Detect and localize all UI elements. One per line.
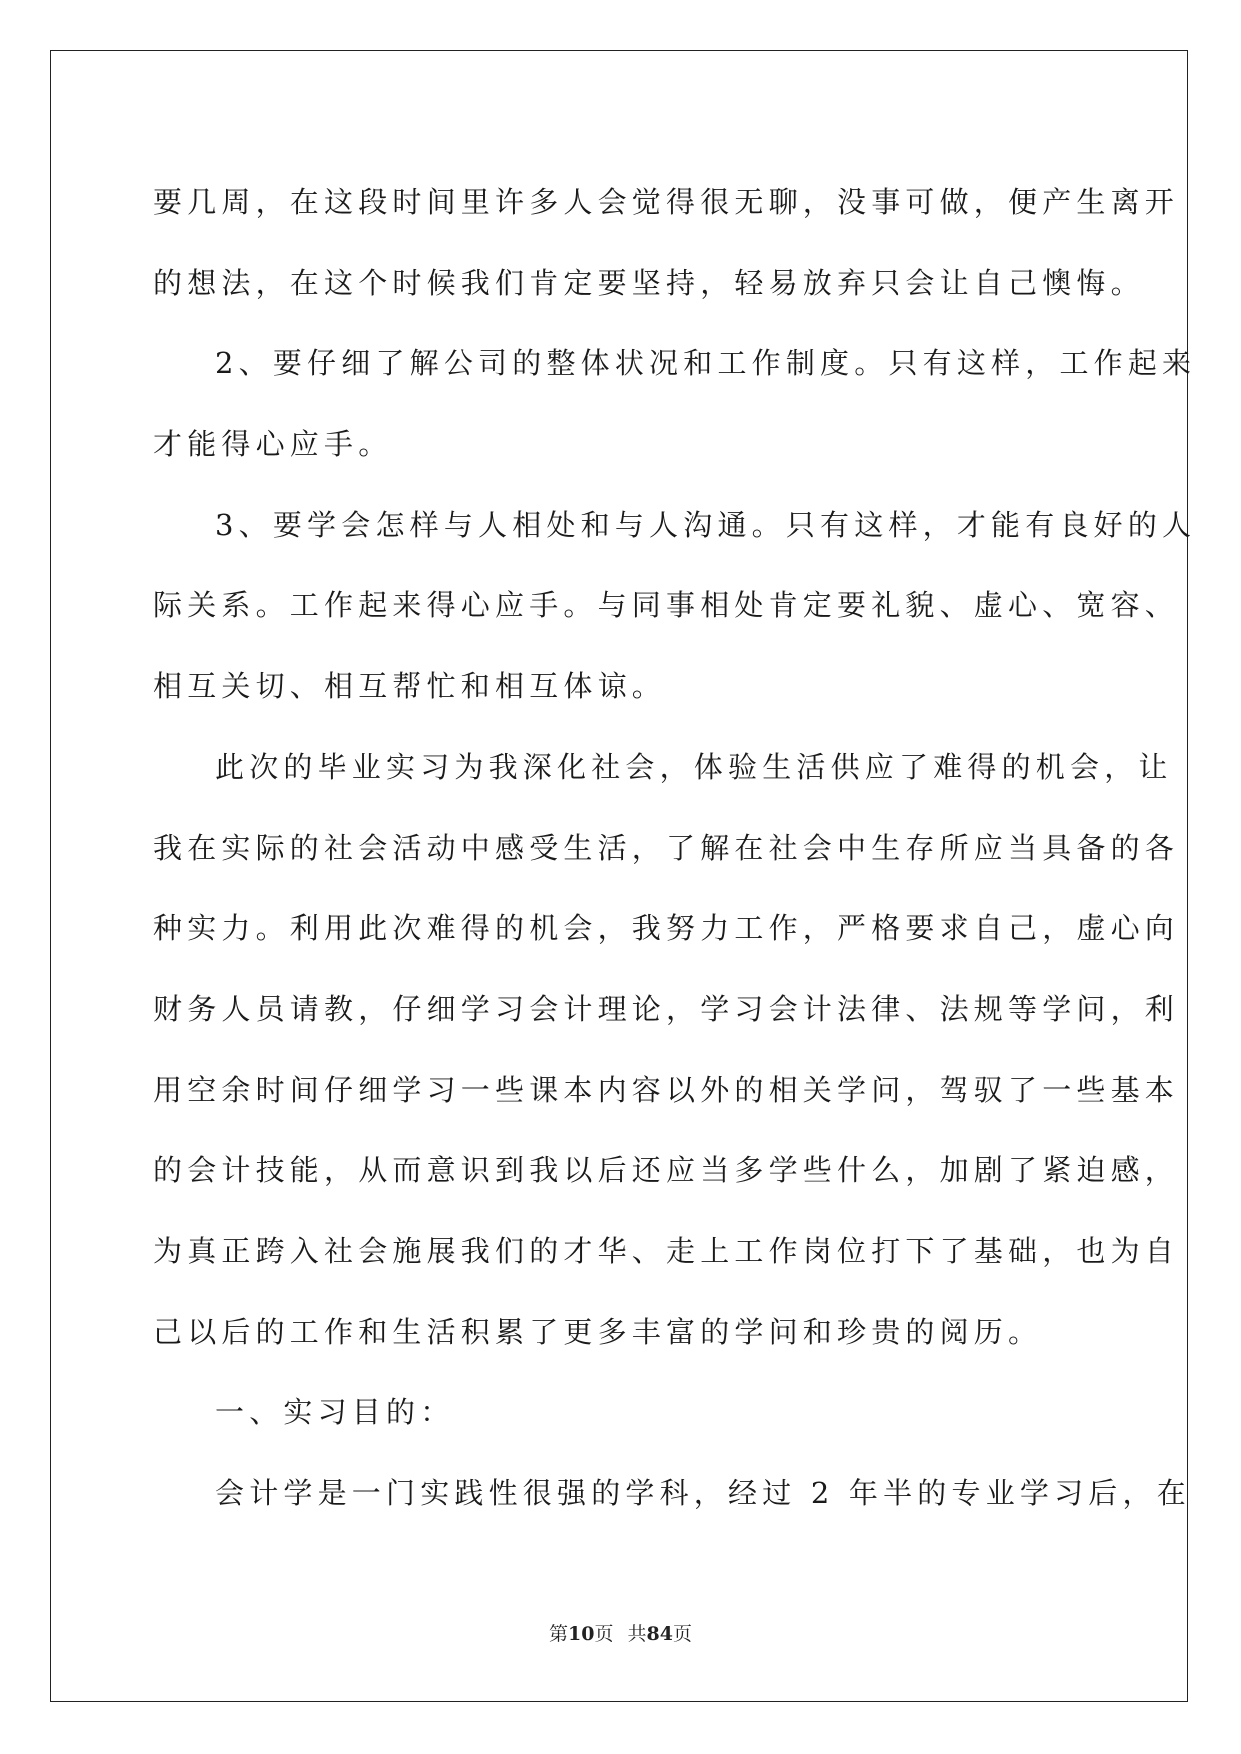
- footer-page-suffix: 页: [594, 1623, 614, 1645]
- text-line: 我在实际的社会活动中感受生活，了解在社会中生存所应当具备的各: [153, 830, 1180, 865]
- text-line: 的会计技能，从而意识到我以后还应当多学些什么，加剧了紧迫感，: [153, 1153, 1180, 1188]
- footer-total-prefix: 共: [627, 1623, 647, 1645]
- text-line: 的想法，在这个时候我们肯定要坚持，轻易放弃只会让自己懊悔。: [153, 265, 1145, 300]
- text-line: 种实力。利用此次难得的机会，我努力工作，严格要求自己，虚心向: [153, 911, 1180, 946]
- text-line: 为真正跨入社会施展我们的才华、走上工作岗位打下了基础，也为自: [153, 1233, 1180, 1268]
- text-line: 要几周，在这段时间里许多人会觉得很无聊，没事可做，便产生离开: [153, 185, 1180, 219]
- text-line: 相互关切、相互帮忙和相互体谅。: [153, 669, 667, 704]
- text-line: 际关系。工作起来得心应手。与同事相处肯定要礼貌、虚心、宽容、: [153, 588, 1180, 623]
- footer-prefix: 第: [549, 1623, 569, 1645]
- footer-page-number: 10: [568, 1623, 595, 1645]
- text-line: 3、要学会怎样与人相处和与人沟通。只有这样，才能有良好的人: [215, 507, 1197, 542]
- text-line: 会计学是一门实践性很强的学科，经过 2 年半的专业学习后，在: [215, 1476, 1191, 1510]
- page-footer: [0, 1619, 1241, 1646]
- text-line: 己以后的工作和生活积累了更多丰富的学问和珍贵的阅历。: [153, 1314, 1043, 1349]
- text-line: 用空余时间仔细学习一些课本内容以外的相关学问，驾驭了一些基本: [153, 1072, 1180, 1107]
- footer-total-suffix: 页: [672, 1623, 692, 1645]
- text-line: 2、要仔细了解公司的整体状况和工作制度。只有这样，工作起来: [215, 346, 1197, 381]
- text-line: 一、实习目的：: [215, 1395, 455, 1430]
- text-line: 才能得心应手。: [153, 427, 393, 462]
- text-line: 此次的毕业实习为我深化社会，体验生活供应了难得的机会，让: [215, 749, 1173, 784]
- footer-total-pages: 84: [646, 1623, 673, 1645]
- text-line: 财务人员请教，仔细学习会计理论，学习会计法律、法规等学问，利: [153, 991, 1180, 1026]
- document-body: [153, 162, 1197, 1534]
